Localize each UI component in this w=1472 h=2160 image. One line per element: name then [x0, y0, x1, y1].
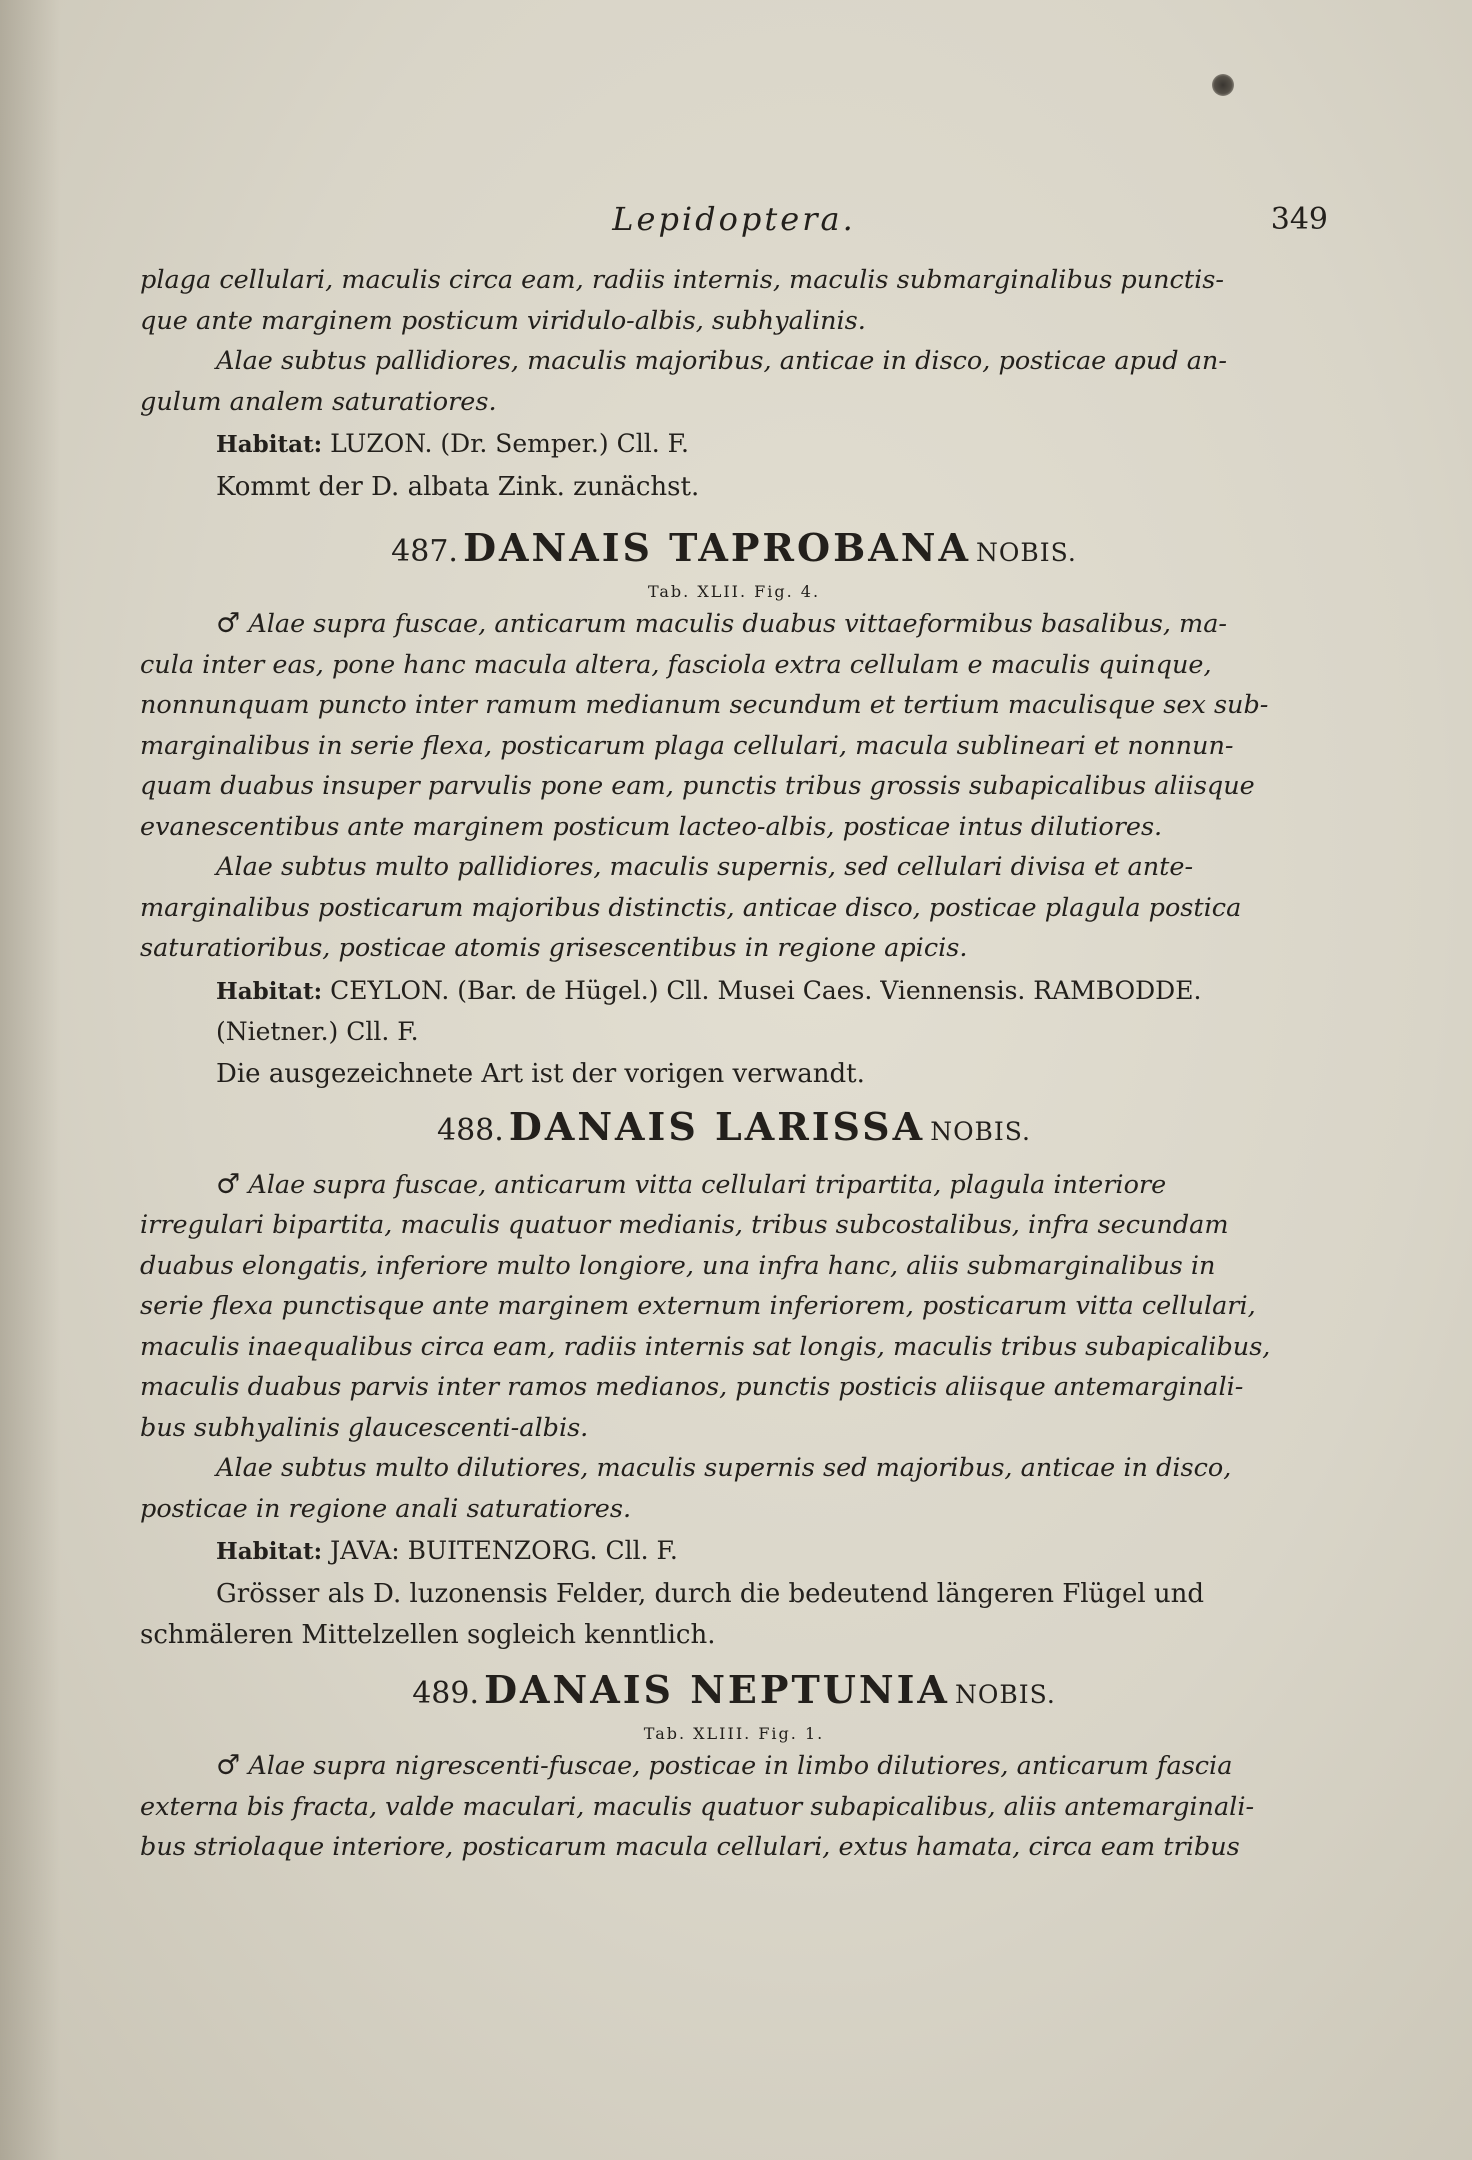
text-line: evanescentibus ante marginem posticum lacteo-albis, posticae intus dilutiores.	[140, 811, 1163, 842]
text-line: Alae subtus multo pallidiores, maculis supernis, sed cellulari divisa et ante-	[216, 852, 1194, 882]
ink-spot	[1212, 74, 1234, 96]
species-name: DANAIS NEPTUNIA	[484, 1667, 950, 1712]
species-number: 487.	[391, 534, 458, 569]
species-underside	[140, 1448, 1328, 1529]
text-line: duabus elongatis, inferiore multo longiore, una infra hanc, aliis submarginalibus in	[140, 1250, 1216, 1281]
text-line: marginalibus posticarum majoribus distinctis, anticae disco, posticae plagula postica	[140, 892, 1242, 923]
text-line: schmäleren Mittelzellen sogleich kenntlich.	[140, 1620, 716, 1650]
text-line	[140, 1165, 1328, 1206]
text-line	[140, 604, 1328, 645]
running-head-title: Lepidoptera.	[612, 200, 856, 238]
species-authority: NOBIS.	[954, 1680, 1056, 1709]
species-note: Die ausgezeichnete Art ist der vorigen verwandt.	[216, 1058, 865, 1089]
text-line: plaga cellulari, maculis circa eam, radiis internis, maculis submarginalibus punctis-	[140, 265, 1224, 295]
species-heading	[140, 1105, 1328, 1157]
habitat-label: Habitat:	[216, 1538, 323, 1565]
text-line: cula inter eas, pone hanc macula altera, fasciola extra cellulam e maculis quinque,	[140, 649, 1212, 680]
habitat-label: Habitat:	[216, 977, 323, 1005]
species-name: DANAIS TAPROBANA	[463, 525, 971, 570]
male-symbol: ♂	[216, 1168, 241, 1200]
text-line: Alae subtus multo dilutiores, maculis supernis sed majoribus, anticae in disco,	[216, 1453, 1232, 1483]
species-description	[140, 1746, 1328, 1868]
species-description	[140, 604, 1328, 847]
male-symbol: ♂	[216, 608, 241, 639]
text-line: posticae in regione anali saturatiores.	[140, 1493, 632, 1524]
text-line: que ante marginem posticum viridulo-albis, subhyalinis.	[140, 305, 866, 336]
text-block	[140, 190, 1328, 1868]
text-line	[140, 1746, 1328, 1787]
species-number: 489.	[412, 1676, 479, 1711]
species-habitat	[216, 1531, 1328, 1572]
plate-reference: Tab. XLIII. Fig. 1.	[643, 1724, 825, 1743]
species-habitat	[216, 971, 1328, 1052]
text-line: serie flexa punctisque ante marginem externum inferiorem, posticarum vitta cellulari,	[140, 1291, 1256, 1321]
page-number: 349	[1270, 202, 1328, 237]
habitat-text: JAVA: BUITENZORG. Cll. F.	[330, 1536, 678, 1565]
species-heading	[140, 526, 1328, 578]
text-line: externa bis fracta, valde maculari, maculis quatuor subapicalibus, aliis antemarginali-	[140, 1791, 1255, 1822]
plate-reference: Tab. XLII. Fig. 4.	[647, 582, 821, 601]
text-line: Grösser als D. luzonensis Felder, durch die bedeutend längeren Flügel und	[216, 1579, 1205, 1609]
text-line: gulum analem saturatiores.	[140, 386, 497, 417]
species-number: 488.	[437, 1112, 504, 1148]
text-line: bus striolaque interiore, posticarum macula cellulari, extus hamata, circa eam tribus	[140, 1832, 1240, 1862]
text-line: maculis inaequalibus circa eam, radiis internis sat longis, maculis tribus subapicalibus,	[140, 1331, 1271, 1362]
habitat-text: LUZON. (Dr. Semper.) Cll. F.	[330, 429, 689, 458]
text-line: irregulari bipartita, maculis quatuor medianis, tribus subcostalibus, infra secundam	[140, 1210, 1229, 1240]
species-authority: NOBIS.	[930, 1116, 1031, 1146]
species-heading	[140, 1668, 1328, 1720]
species-note	[140, 1574, 1328, 1656]
species-name: DANAIS LARISSA	[508, 1103, 926, 1149]
running-head	[140, 190, 1328, 250]
text-line-content: Alae supra fuscae, anticarum maculis duabus vittaeformibus basalibus, ma-	[248, 609, 1228, 639]
text-line: maculis duabus parvis inter ramos medianos, punctis posticis aliisque antemarginali-	[140, 1372, 1244, 1402]
habitat-continuation: (Nietner.) Cll. F.	[216, 1016, 419, 1046]
intro-underside	[140, 341, 1328, 422]
page-edge-shadow	[0, 0, 60, 2160]
text-line: quam duabus insuper parvulis pone eam, punctis tribus grossis subapicalibus aliisque	[140, 771, 1255, 801]
species-description	[140, 1165, 1328, 1449]
species-authority: NOBIS.	[976, 538, 1077, 567]
habitat-text: CEYLON. (Bar. de Hügel.) Cll. Musei Caes. Viennensis. RAMBODDE.	[330, 975, 1202, 1005]
text-line-content: Alae supra nigrescenti-fuscae, posticae in limbo dilutiores, anticarum fascia	[248, 1751, 1233, 1781]
text-line: marginalibus in serie flexa, posticarum plaga cellulari, macula sublineari et nonnun-	[140, 730, 1234, 761]
text-line: saturatioribus, posticae atomis grisescentibus in regione apicis.	[140, 933, 968, 963]
text-line: bus subhyalinis glaucescenti-albis.	[140, 1412, 589, 1443]
text-line: Alae subtus pallidiores, maculis majoribus, anticae in disco, posticae apud an-	[216, 346, 1227, 376]
text-line-content: Alae supra fuscae, anticarum vitta cellulari tripartita, plagula interiore	[248, 1169, 1167, 1200]
intro-note: Kommt der D. albata Zink. zunächst.	[216, 472, 700, 502]
habitat-label: Habitat:	[216, 431, 323, 458]
species-underside	[140, 847, 1328, 969]
intro-habitat	[216, 424, 1328, 465]
male-symbol: ♂	[216, 1750, 241, 1781]
intro-description	[140, 260, 1328, 341]
text-line: nonnunquam puncto inter ramum medianum secundum et tertium maculisque sex sub-	[140, 690, 1269, 720]
